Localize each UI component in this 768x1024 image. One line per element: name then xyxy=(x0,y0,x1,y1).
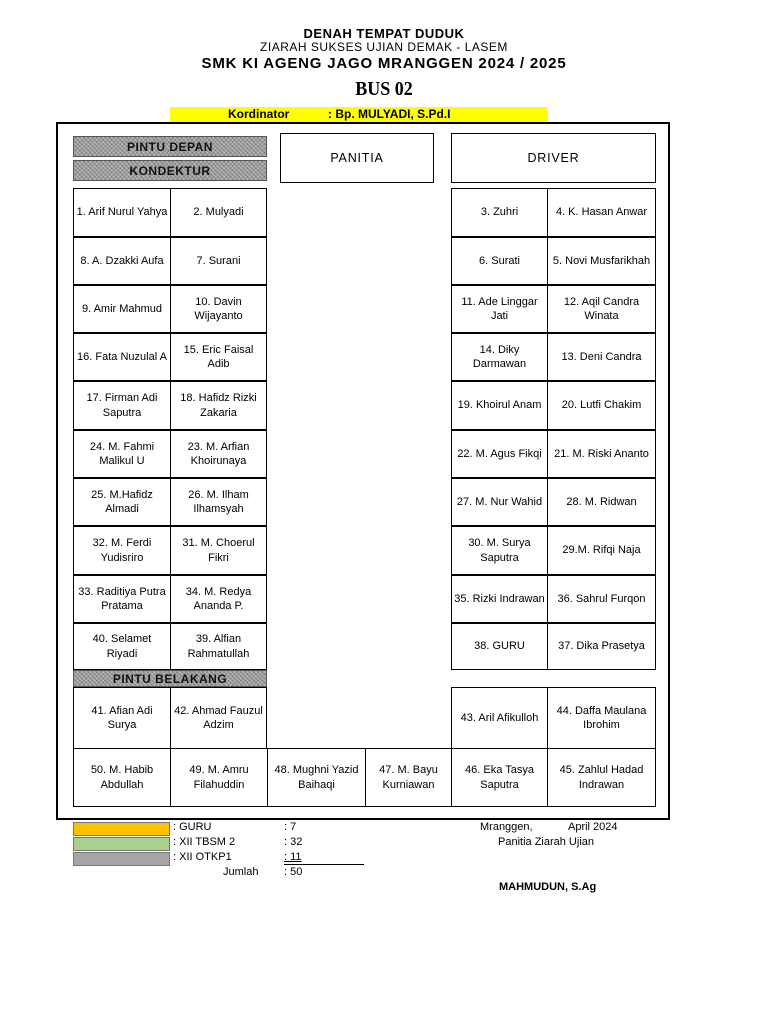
coordinator-key: Kordinator xyxy=(228,107,290,121)
legend-label: : XII TBSM 2 xyxy=(173,836,236,848)
front-door-label: PINTU DEPAN xyxy=(73,136,267,157)
total-label: Jumlah xyxy=(223,866,259,878)
seat-cell: 7. Surani xyxy=(170,237,267,285)
seat-cell: 37. Dika Prasetya xyxy=(547,623,656,670)
legend-label: : GURU xyxy=(173,821,212,833)
seat-cell: 21. M. Riski Ananto xyxy=(547,430,656,478)
seat-cell: 40. Selamet Riyadi xyxy=(73,623,171,670)
signature-date: April 2024 xyxy=(568,821,618,833)
seat-cell: 44. Daffa Maulana Ibrohim xyxy=(547,687,656,749)
conductor-label: KONDEKTUR xyxy=(73,160,267,181)
seat-cell: 16. Fata Nuzulal A xyxy=(73,333,171,381)
seat-cell: 39. Alfian Rahmatullah xyxy=(170,623,267,670)
committee-box xyxy=(280,133,434,183)
seat-cell: 30. M. Surya Saputra xyxy=(451,526,548,575)
seat-cell: 43. Aril Afikulloh xyxy=(451,687,548,749)
legend-value: : 32 xyxy=(284,836,303,848)
seat-cell: 15. Eric Faisal Adib xyxy=(170,333,267,381)
legend-label: : XII OTKP1 xyxy=(173,851,232,863)
seat-cell: 10. Davin Wijayanto xyxy=(170,285,267,333)
seat-cell: 19. Khoirul Anam xyxy=(451,381,548,430)
signature-role: Panitia Ziarah Ujian xyxy=(498,836,594,848)
seat-cell: 1. Arif Nurul Yahya xyxy=(73,188,171,237)
seat-cell: 36. Sahrul Furqon xyxy=(547,575,656,623)
bus-title: BUS 02 xyxy=(355,78,413,100)
legend-swatch xyxy=(73,822,170,836)
back-seat-cell: 45. Zahlul Hadad Indrawan xyxy=(547,748,656,807)
seat-cell: 29.M. Rifqi Naja xyxy=(547,526,656,575)
seat-cell: 2. Mulyadi xyxy=(170,188,267,237)
seat-cell: 13. Deni Candra xyxy=(547,333,656,381)
seat-cell: 26. M. Ilham Ilhamsyah xyxy=(170,478,267,526)
legend-value: : 11 xyxy=(284,851,302,863)
signature-name: MAHMUDUN, S.Ag xyxy=(499,881,597,893)
seat-cell: 24. M. Fahmi Malikul U xyxy=(73,430,171,478)
legend-swatch xyxy=(73,837,170,851)
seat-cell: 32. M. Ferdi Yudisriro xyxy=(73,526,171,575)
back-seat-cell: 49. M. Amru Filahuddin xyxy=(170,748,268,807)
seat-cell: 5. Novi Musfarikhah xyxy=(547,237,656,285)
seat-cell: 41. Afian Adi Surya xyxy=(73,687,171,749)
seat-cell: 4. K. Hasan Anwar xyxy=(547,188,656,237)
seat-cell: 9. Amir Mahmud xyxy=(73,285,171,333)
seat-cell: 11. Ade Linggar Jati xyxy=(451,285,548,333)
seat-cell: 18. Hafidz Rizki Zakaria xyxy=(170,381,267,430)
event-subtitle: ZIARAH SUKSES UJIAN DEMAK - LASEM xyxy=(260,40,508,54)
seat-cell: 12. Aqil Candra Winata xyxy=(547,285,656,333)
back-door-label: PINTU BELAKANG xyxy=(73,670,267,687)
seat-cell: 27. M. Nur Wahid xyxy=(451,478,548,526)
committee-label: PANITIA xyxy=(330,151,384,165)
total-value: : 50 xyxy=(284,866,303,878)
legend-swatch xyxy=(73,852,170,866)
seat-cell: 3. Zuhri xyxy=(451,188,548,237)
seat-cell: 22. M. Agus Fikqi xyxy=(451,430,548,478)
seat-cell: 20. Lutfi Chakim xyxy=(547,381,656,430)
coordinator-bar xyxy=(170,107,548,122)
seat-cell: 33. Raditiya Putra Pratama xyxy=(73,575,171,623)
back-seat-cell: 48. Mughni Yazid Baihaqi xyxy=(267,748,366,807)
back-seat-cell: 46. Eka Tasya Saputra xyxy=(451,748,548,807)
seat-cell: 23. M. Arfian Khoirunaya xyxy=(170,430,267,478)
seat-cell: 34. M. Redya Ananda P. xyxy=(170,575,267,623)
seat-cell: 42. Ahmad Fauzul Adzim xyxy=(170,687,267,749)
back-seat-cell: 50. M. Habib Abdullah xyxy=(73,748,171,807)
coordinator-value: : Bp. MULYADI, S.Pd.I xyxy=(328,107,451,121)
document-title: DENAH TEMPAT DUDUK xyxy=(303,26,465,41)
seat-cell: 31. M. Choerul Fikri xyxy=(170,526,267,575)
seat-cell: 17. Firman Adi Saputra xyxy=(73,381,171,430)
seat-cell: 35. Rizki Indrawan xyxy=(451,575,548,623)
school-title: SMK KI AGENG JAGO MRANGGEN 2024 / 2025 xyxy=(201,55,567,72)
back-seat-cell: 47. M. Bayu Kurniawan xyxy=(365,748,452,807)
legend-value: : 7 xyxy=(284,821,297,833)
seat-cell: 38. GURU xyxy=(451,623,548,670)
seat-cell: 8. A. Dzakki Aufa xyxy=(73,237,171,285)
signature-place: Mranggen, xyxy=(480,821,533,833)
seat-cell: 25. M.Hafidz Almadi xyxy=(73,478,171,526)
total-rule xyxy=(284,864,364,865)
seat-cell: 14. Diky Darmawan xyxy=(451,333,548,381)
driver-box xyxy=(451,133,656,183)
driver-label: DRIVER xyxy=(527,151,580,165)
seat-cell: 6. Surati xyxy=(451,237,548,285)
seat-cell: 28. M. Ridwan xyxy=(547,478,656,526)
